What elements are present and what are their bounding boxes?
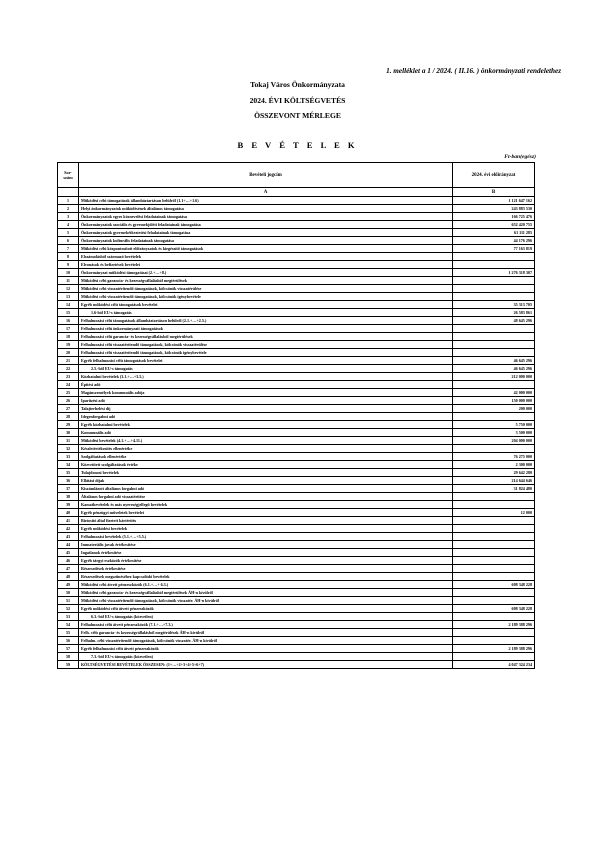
row-label: Immateriális javak értékesítése xyxy=(79,541,453,549)
row-label: Működési célú központosított előirányzatok és kiegészítő támogatások xyxy=(79,245,453,253)
table-row xyxy=(58,341,535,349)
row-number: 28 xyxy=(58,413,79,421)
row-number: 54 xyxy=(58,621,79,629)
table-row xyxy=(58,221,535,229)
row-value xyxy=(453,253,535,261)
header-letter-a: A xyxy=(79,188,453,197)
row-label: Felhalmozási célú önkormányzati támogatások xyxy=(79,325,453,333)
row-number: 34 xyxy=(58,461,79,469)
row-value: 214 644 646 xyxy=(453,477,535,485)
table-row xyxy=(58,301,535,309)
table-row xyxy=(58,549,535,557)
row-label: Felhalmozási bevételek (5.1.+…+5.5.) xyxy=(79,533,453,541)
row-value: 5 750 000 xyxy=(453,421,535,429)
row-number: 40 xyxy=(58,509,79,517)
row-value xyxy=(453,549,535,557)
header-appropriation: 2024. évi előirányzat xyxy=(453,163,535,188)
table-row xyxy=(58,197,535,205)
row-value: 2 189 388 296 xyxy=(453,645,535,653)
table-row xyxy=(58,517,535,525)
row-number: 31 xyxy=(58,437,79,445)
row-number: 55 xyxy=(58,629,79,637)
header-row-number-line1: Sor- xyxy=(64,170,72,175)
row-value: 2 189 388 296 xyxy=(453,621,535,629)
row-value: 243 883 530 xyxy=(453,205,535,213)
row-number: 17 xyxy=(58,325,79,333)
row-value xyxy=(453,597,535,605)
table-row xyxy=(58,637,535,645)
row-label: Iparűzési adó xyxy=(79,397,453,405)
table-row xyxy=(58,533,535,541)
row-value xyxy=(453,493,535,501)
table-row xyxy=(58,645,535,653)
table-row xyxy=(58,413,535,421)
row-label: Működési célú visszatérítendő támogatások, kölcsönök visszatér. ÁH-n kívülről xyxy=(79,597,453,605)
row-number: 14 xyxy=(58,301,79,309)
row-label: Közhatalmi bevételek (3.1.+…+3.5.) xyxy=(79,373,453,381)
row-number: 4 xyxy=(58,221,79,229)
table-row xyxy=(58,613,535,621)
row-value: 204 000 000 xyxy=(453,437,535,445)
row-value xyxy=(453,277,535,285)
row-label: Önkormányzatok szociális és gyermekjóléti feladatainak támogatása xyxy=(79,221,453,229)
table-row xyxy=(58,445,535,453)
table-row xyxy=(58,605,535,613)
table-letter-row xyxy=(58,188,535,197)
row-value: 29 642 280 xyxy=(453,469,535,477)
row-label: Felh. célú garancia- és kezességvállalásból megtérülések ÁH-n kívülről xyxy=(79,629,453,637)
row-label: Egyéb pénzügyi műveletek bevételei xyxy=(79,509,453,517)
row-value: 1 276 318 307 xyxy=(453,269,535,277)
table-row xyxy=(58,293,535,301)
row-label: Tulajdonosi bevételek xyxy=(79,469,453,477)
table-row xyxy=(58,397,535,405)
row-label: Készletértékesítés ellenértéke xyxy=(79,445,453,453)
row-number: 23 xyxy=(58,373,79,381)
row-number: 6 xyxy=(58,237,79,245)
table-row xyxy=(58,317,535,325)
row-number: 19 xyxy=(58,341,79,349)
row-label: Szolgáltatások ellenértéke xyxy=(79,453,453,461)
row-label: Önkormányzatok egyes köznevelési feladatainak támogatása xyxy=(79,213,453,221)
row-value xyxy=(453,285,535,293)
row-value xyxy=(453,637,535,645)
row-label: Egyéb működési bevételek xyxy=(79,525,453,533)
table-row xyxy=(58,277,535,285)
row-value xyxy=(453,653,535,661)
table-row xyxy=(58,469,535,477)
entity-title: Tokaj Város Önkormányzata xyxy=(250,80,345,89)
table-row xyxy=(58,453,535,461)
row-number: 26 xyxy=(58,397,79,405)
row-value: 42 000 000 xyxy=(453,389,535,397)
row-number: 8 xyxy=(58,253,79,261)
row-label: Egyéb felhalmozási célú átvett pénzeszközök xyxy=(79,645,453,653)
row-value xyxy=(453,325,535,333)
row-value: 35 313 705 xyxy=(453,301,535,309)
row-number: 57 xyxy=(58,645,79,653)
table-row xyxy=(58,597,535,605)
row-value xyxy=(453,381,535,389)
table-row xyxy=(58,333,535,341)
row-label: Ingatlanok értékesítése xyxy=(79,549,453,557)
row-value xyxy=(453,629,535,637)
row-number: 25 xyxy=(58,389,79,397)
row-label: Részesedések értékesítése xyxy=(79,565,453,573)
row-label: Egyéb működési célú támogatások bevételei xyxy=(79,301,453,309)
row-number: 44 xyxy=(58,541,79,549)
row-number: 29 xyxy=(58,421,79,429)
row-value xyxy=(453,445,535,453)
row-number: 49 xyxy=(58,581,79,589)
row-label: KÖLTSÉGVETÉSI BEVÉTELEK ÖSSZESEN: (1+…+2+3+4+5+6+7) xyxy=(79,661,453,669)
row-label: Talajterhelési díj xyxy=(79,405,453,413)
row-value: 652 420 755 xyxy=(453,221,535,229)
row-label: Működési célú garancia- és kezességvállalásból megtérülések ÁH-n kívülről xyxy=(79,589,453,597)
row-value: 48 645 296 xyxy=(453,317,535,325)
row-value xyxy=(453,261,535,269)
row-label: Működési célú támogatások államháztartáson belülről (1.1+…+1.6) xyxy=(79,197,453,205)
table-row xyxy=(58,269,535,277)
table-row xyxy=(58,557,535,565)
table-row xyxy=(58,381,535,389)
row-label: Helyi önkormányzatok működésének általános támogatása xyxy=(79,205,453,213)
row-number: 56 xyxy=(58,637,79,645)
table-row xyxy=(58,389,535,397)
table-row xyxy=(58,229,535,237)
table-body xyxy=(58,197,535,669)
table-row xyxy=(58,365,535,373)
row-label: Részesedések megszűnéséhez kapcsolódó bevételek xyxy=(79,573,453,581)
row-number: 2 xyxy=(58,205,79,213)
row-value: 608 348 228 xyxy=(453,605,535,613)
row-value: 200 000 xyxy=(453,405,535,413)
row-label: Önkormányzat működési támogatásai (2.+…+8.) xyxy=(79,269,453,277)
row-label: Felhalmozási célú garancia- és kezességvállalásból megtérülések xyxy=(79,333,453,341)
row-label: Idegenforgalmi adó xyxy=(79,413,453,421)
row-label: Működési célú garancia- és kezességvállalásból megtérülések xyxy=(79,277,453,285)
table-row xyxy=(58,325,535,333)
row-value xyxy=(453,541,535,549)
section-title: B E V É T E L E K xyxy=(237,140,358,150)
row-number: 37 xyxy=(58,485,79,493)
row-value: 608 348 228 xyxy=(453,581,535,589)
table-row xyxy=(58,629,535,637)
row-number: 27 xyxy=(58,405,79,413)
table-row xyxy=(58,621,535,629)
row-label: Felhalmozási célú átvett pénzeszközök (7.1.+…+7.3.) xyxy=(79,621,453,629)
table-row xyxy=(58,589,535,597)
row-value: 4 047 324 234 xyxy=(453,661,535,669)
row-number: 12 xyxy=(58,285,79,293)
table-row xyxy=(58,501,535,509)
row-label: Építési adó xyxy=(79,381,453,389)
table-row xyxy=(58,245,535,253)
header-row-number-line2: szám xyxy=(63,175,73,180)
table-row xyxy=(58,349,535,357)
row-number: 15 xyxy=(58,309,79,317)
row-number: 50 xyxy=(58,589,79,597)
table-row xyxy=(58,405,535,413)
row-value: 212 000 000 xyxy=(453,373,535,381)
row-number: 52 xyxy=(58,605,79,613)
row-number: 58 xyxy=(58,653,79,661)
row-label: Közvetített szolgáltatások értéke xyxy=(79,461,453,469)
row-number: 22 xyxy=(58,365,79,373)
row-label: Önkormányzatok gyermekétkeztetési feladatainak támogatása xyxy=(79,229,453,237)
row-value: 77 163 819 xyxy=(453,245,535,253)
table-row xyxy=(58,477,535,485)
row-label: Magánszemélyek kommunális adója xyxy=(79,389,453,397)
row-value: 3 500 000 xyxy=(453,429,535,437)
row-value: 2 300 000 xyxy=(453,461,535,469)
row-label: 6.3.-ból EU-s támogatás (közvetlen) xyxy=(79,613,453,621)
row-number: 59 xyxy=(58,661,79,669)
row-number: 13 xyxy=(58,293,79,301)
row-value xyxy=(453,565,535,573)
row-label: Kamatbevételek és más nyereségjellegű bevételek xyxy=(79,501,453,509)
row-value: 31 824 480 xyxy=(453,485,535,493)
row-label: Elszámolásból származó bevételek xyxy=(79,253,453,261)
table-row xyxy=(58,565,535,573)
row-value xyxy=(453,573,535,581)
row-value: 150 000 000 xyxy=(453,397,535,405)
table-row xyxy=(58,661,535,669)
row-label: Önkormányzatok kulturális feladatainak támogatása xyxy=(79,237,453,245)
row-number: 38 xyxy=(58,493,79,501)
row-label: Működési célú visszatérítendő támogatások, kölcsönök igénybevétele xyxy=(79,293,453,301)
row-number: 9 xyxy=(58,261,79,269)
row-number: 48 xyxy=(58,573,79,581)
row-value: 12 000 xyxy=(453,509,535,517)
table-row xyxy=(58,253,535,261)
row-number: 51 xyxy=(58,597,79,605)
row-label: Működési célú átvett pénzeszközök (6.1.+…+ 6.3.) xyxy=(79,581,453,589)
row-value xyxy=(453,413,535,421)
row-value: 26 583 861 xyxy=(453,309,535,317)
table-row xyxy=(58,309,535,317)
header-letter-b: B xyxy=(453,188,535,197)
row-number: 33 xyxy=(58,453,79,461)
row-label: Egyéb tárgyi eszközök értékesítése xyxy=(79,557,453,565)
table-row xyxy=(58,261,535,269)
table-row xyxy=(58,205,535,213)
row-number: 46 xyxy=(58,557,79,565)
row-value xyxy=(453,589,535,597)
row-label: Kommunális adó xyxy=(79,429,453,437)
row-number: 41 xyxy=(58,517,79,525)
row-value xyxy=(453,341,535,349)
row-value xyxy=(453,613,535,621)
row-label: Egyéb közhatalmi bevételek xyxy=(79,421,453,429)
row-number: 39 xyxy=(58,501,79,509)
row-number: 16 xyxy=(58,317,79,325)
table-row xyxy=(58,213,535,221)
header-row-number xyxy=(58,163,79,188)
table-row xyxy=(58,493,535,501)
row-label: 7.3.-ból EU-s támogatás (közvetlen) xyxy=(79,653,453,661)
row-label: Felhalmozási célú visszatérítendő támogatások, kölcsönök igénybevétele xyxy=(79,349,453,357)
table-row xyxy=(58,461,535,469)
table-row xyxy=(58,373,535,381)
row-number: 11 xyxy=(58,277,79,285)
table-row xyxy=(58,525,535,533)
row-label: Egyéb felhalmozási célú támogatások bevételei xyxy=(79,357,453,365)
row-value: 1 121 647 162 xyxy=(453,197,535,205)
row-number: 47 xyxy=(58,565,79,573)
row-number: 24 xyxy=(58,381,79,389)
budget-title: 2024. ÉVI KÖLTSÉGVETÉS xyxy=(249,96,346,105)
revenue-table xyxy=(57,162,535,669)
row-label: Egyéb működési célú átvett pénzeszközök xyxy=(79,605,453,613)
table-row xyxy=(58,509,535,517)
row-label: 2.5.-ből EU-s támogatás xyxy=(79,365,453,373)
row-number: 5 xyxy=(58,229,79,237)
table-header-row xyxy=(58,163,535,188)
table-row xyxy=(58,653,535,661)
row-label: Felhalmozási célú támogatások államháztartáson belülről (2.1.+…+2.5.) xyxy=(79,317,453,325)
row-number: 43 xyxy=(58,533,79,541)
table-row xyxy=(58,573,535,581)
row-number: 45 xyxy=(58,549,79,557)
row-value: 166 725 476 xyxy=(453,213,535,221)
row-value: 76 275 000 xyxy=(453,453,535,461)
table-row xyxy=(58,285,535,293)
row-label: Ellátási díjak xyxy=(79,477,453,485)
row-value xyxy=(453,333,535,341)
row-label: Felhalm. célú visszatérítendő támogatások, kölcsönök visszatér. ÁH-n kívülről xyxy=(79,637,453,645)
row-value: 44 176 296 xyxy=(453,237,535,245)
row-number: 10 xyxy=(58,269,79,277)
row-label: Felhalmozási célú visszatérítendő támogatások, kölcsönök visszatérülése xyxy=(79,341,453,349)
row-number: 42 xyxy=(58,525,79,533)
row-number: 35 xyxy=(58,469,79,477)
statement-title: ÖSSZEVONT MÉRLEGE xyxy=(254,111,341,120)
row-number: 7 xyxy=(58,245,79,253)
table-row xyxy=(58,541,535,549)
row-value xyxy=(453,525,535,533)
currency-unit-note: Ft-ban(egész) xyxy=(504,154,536,160)
row-value xyxy=(453,349,535,357)
row-value xyxy=(453,517,535,525)
row-number: 32 xyxy=(58,445,79,453)
row-label: Biztosító által fizetett kártérítés xyxy=(79,517,453,525)
table-row xyxy=(58,485,535,493)
table-row xyxy=(58,429,535,437)
row-number: 36 xyxy=(58,477,79,485)
table-row xyxy=(58,581,535,589)
table-row xyxy=(58,421,535,429)
row-value xyxy=(453,293,535,301)
row-label: Működési bevételek (4.1.+…+4.11.) xyxy=(79,437,453,445)
row-number: 3 xyxy=(58,213,79,221)
row-label: Működési célú visszatérítendő támogatások, kölcsönök visszatérülése xyxy=(79,285,453,293)
row-number: 18 xyxy=(58,333,79,341)
row-number: 30 xyxy=(58,429,79,437)
row-value: 46 645 296 xyxy=(453,365,535,373)
row-label: 1.6-ból EU-s támogatás xyxy=(79,309,453,317)
row-value: 61 111 285 xyxy=(453,229,535,237)
table-row xyxy=(58,237,535,245)
annex-note: 1. melléklet a 1 / 2024. ( II.16. ) önkormányzati rendelethez xyxy=(386,67,561,75)
row-label: Elvonások és befizetések bevételei xyxy=(79,261,453,269)
table-row xyxy=(58,437,535,445)
row-label: Kiszámlázott általános forgalmi adó xyxy=(79,485,453,493)
row-number: 53 xyxy=(58,613,79,621)
row-number: 1 xyxy=(58,197,79,205)
row-value xyxy=(453,501,535,509)
row-value xyxy=(453,557,535,565)
row-label: Általános forgalmi adó visszatérítése xyxy=(79,493,453,501)
row-number: 20 xyxy=(58,349,79,357)
table-row xyxy=(58,357,535,365)
header-blank-cell xyxy=(58,188,79,197)
row-value xyxy=(453,533,535,541)
row-value: 46 645 296 xyxy=(453,357,535,365)
row-number: 21 xyxy=(58,357,79,365)
header-revenue-title: Bevételi jogcím xyxy=(79,163,453,188)
